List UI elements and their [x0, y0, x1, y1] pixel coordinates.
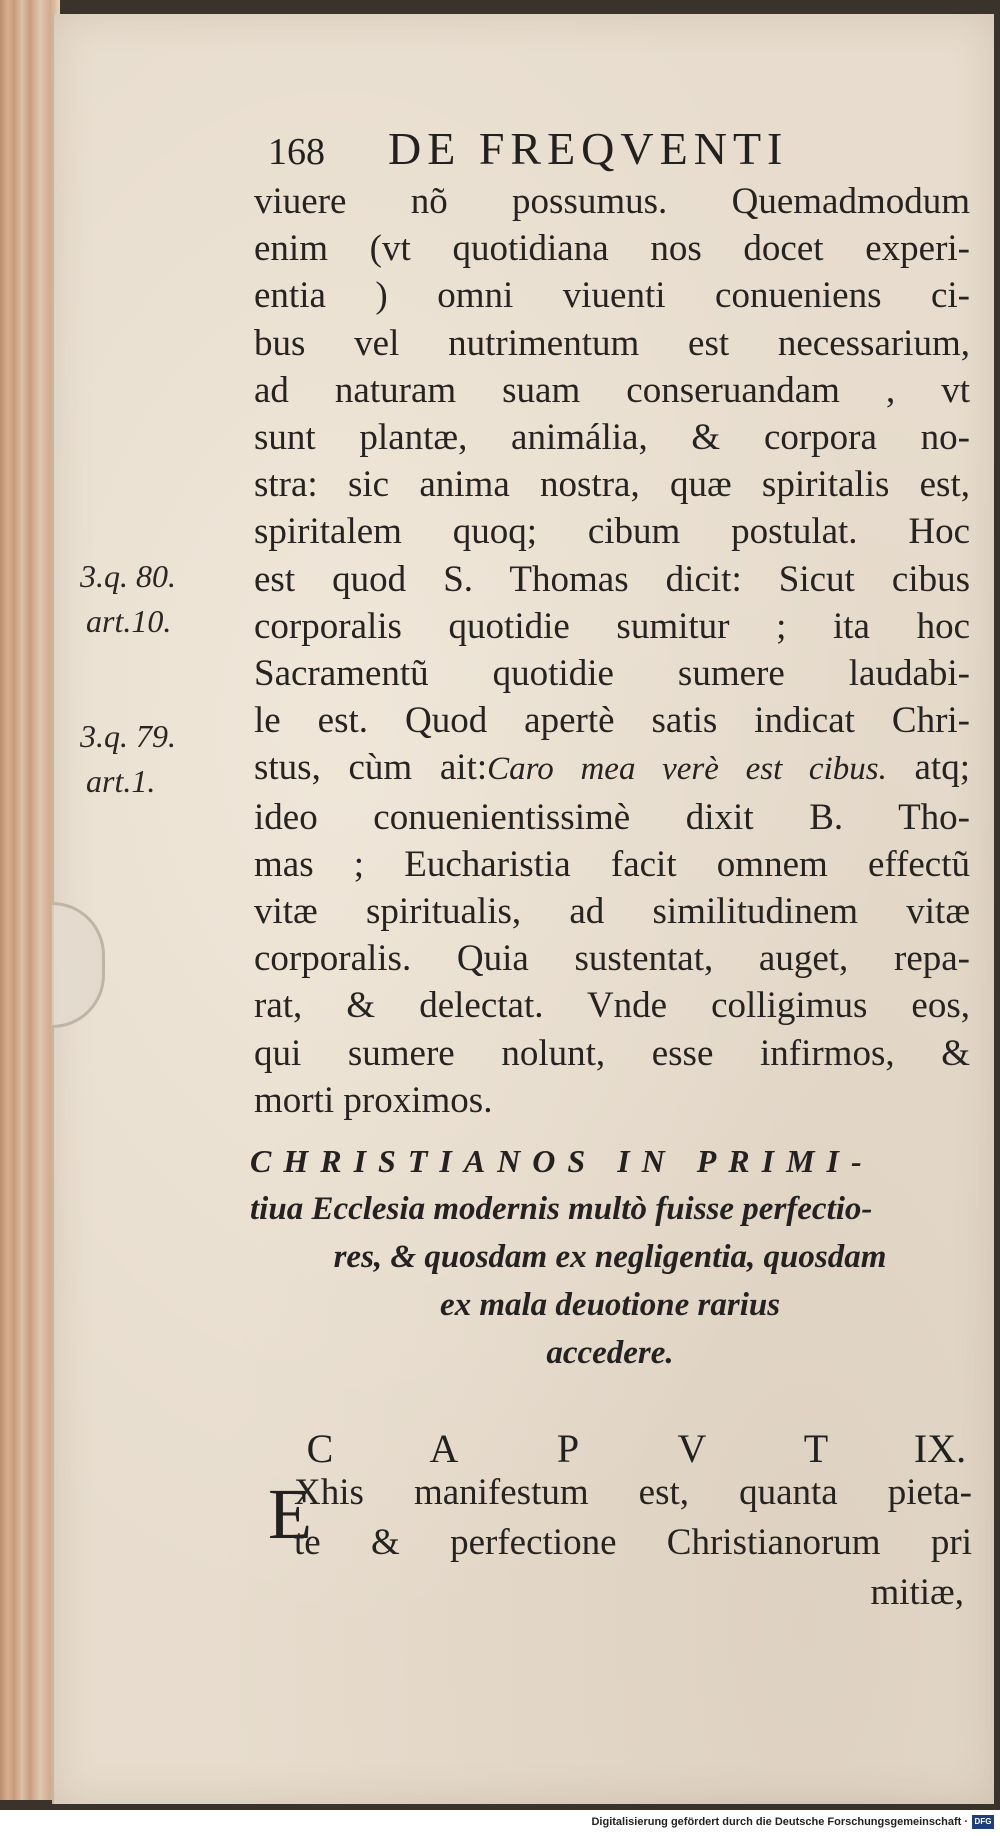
chapter-letter: P — [556, 1426, 580, 1471]
chapter-letter: V — [677, 1426, 707, 1471]
drop-cap: E — [268, 1474, 312, 1554]
text-line: est quod S. Thomas dicit: Sicut cibus — [254, 558, 970, 600]
text-line: qui sumere nolunt, esse infirmos, & — [254, 1032, 970, 1074]
catchword: mitiæ, — [870, 1572, 964, 1613]
text-line: corporalis. Quia sustentat, auget, repa- — [254, 938, 970, 980]
text-line: rat, & delectat. Vnde colligimus eos, — [254, 985, 970, 1027]
page-header — [268, 122, 788, 182]
running-head: DE FREQVENTI — [388, 123, 789, 174]
clip-shadow — [52, 902, 105, 1028]
margin-note-ref: 3.q. 80. — [80, 558, 176, 594]
section-heading — [250, 1137, 970, 1377]
text-line-with-quote — [254, 744, 970, 793]
text-line: spiritalem quoq; cibum postulat. Hoc — [254, 511, 970, 553]
text-line: stra: sic anima nostra, quæ spiritalis est, — [254, 464, 970, 506]
heading-line: CHRISTIANOS IN PRIMI- — [250, 1143, 874, 1179]
dfg-logo: DFG — [972, 1815, 994, 1829]
heading-line: accedere. — [546, 1335, 674, 1371]
text-line: sunt plantæ, animália, & corpora no- — [254, 417, 970, 459]
chapter-title — [290, 1425, 970, 1472]
chapter-letter: C — [306, 1426, 334, 1471]
footer-bar — [0, 1810, 1000, 1836]
funding-credit: Digitalisierung gefördert durch die Deutsche Forschungsgemeinschaft · — [591, 1816, 968, 1828]
text-line: corporalis quotidie sumitur ; ita hoc — [254, 605, 970, 647]
margin-note-art: art.1. — [86, 763, 156, 799]
chapter-letter: A — [429, 1426, 459, 1471]
heading-line: res, & quosdam ex negligentia, quosdam — [333, 1239, 887, 1275]
text-line: ideo conuenientissimè dixit B. Tho- — [254, 796, 970, 838]
text-line: le est. Quod apertè satis indicat Chri- — [254, 700, 970, 742]
text-line: vitæ spiritualis, ad similitudinem vitæ — [254, 891, 970, 933]
page-edges — [0, 0, 60, 1800]
text-line: morti proximos. — [254, 1079, 493, 1121]
heading-line: ex mala deuotione rarius — [439, 1287, 781, 1323]
text-line: Xhis manifestum est, quanta pieta- — [294, 1472, 972, 1513]
scripture-quote: Caro mea verè est cibus. — [487, 751, 887, 788]
text-line: enim (vt quotidiana nos docet experi- — [254, 228, 970, 270]
margin-note-ref: 3.q. 79. — [80, 718, 176, 754]
body-text — [254, 178, 970, 1124]
text-line: bus vel nutrimentum est necessarium, — [254, 322, 970, 364]
heading-line: tiua Ecclesia modernis multò fuisse perfectio- — [250, 1191, 873, 1227]
text-segment: stus, cùm ait: — [254, 747, 488, 789]
page-number: 168 — [268, 131, 325, 173]
margin-note-art: art.10. — [86, 603, 172, 639]
text-line: Sacramentũ quotidie sumere laudabi- — [254, 653, 970, 695]
chapter-number: IX. — [913, 1426, 967, 1471]
text-line: entia ) omni viuenti conueniens ci- — [254, 275, 970, 317]
chapter-letter: T — [803, 1426, 829, 1471]
text-line: ad naturam suam conseruandam , vt — [254, 369, 970, 411]
text-line: viuere nõ possumus. Quemadmodum — [254, 181, 970, 222]
chapter-opening — [260, 1468, 972, 1618]
text-line: te & perfectione Christianorum pri — [294, 1522, 972, 1563]
text-segment: atq; — [886, 747, 970, 789]
text-line: mas ; Eucharistia facit omnem effectũ — [254, 843, 970, 885]
